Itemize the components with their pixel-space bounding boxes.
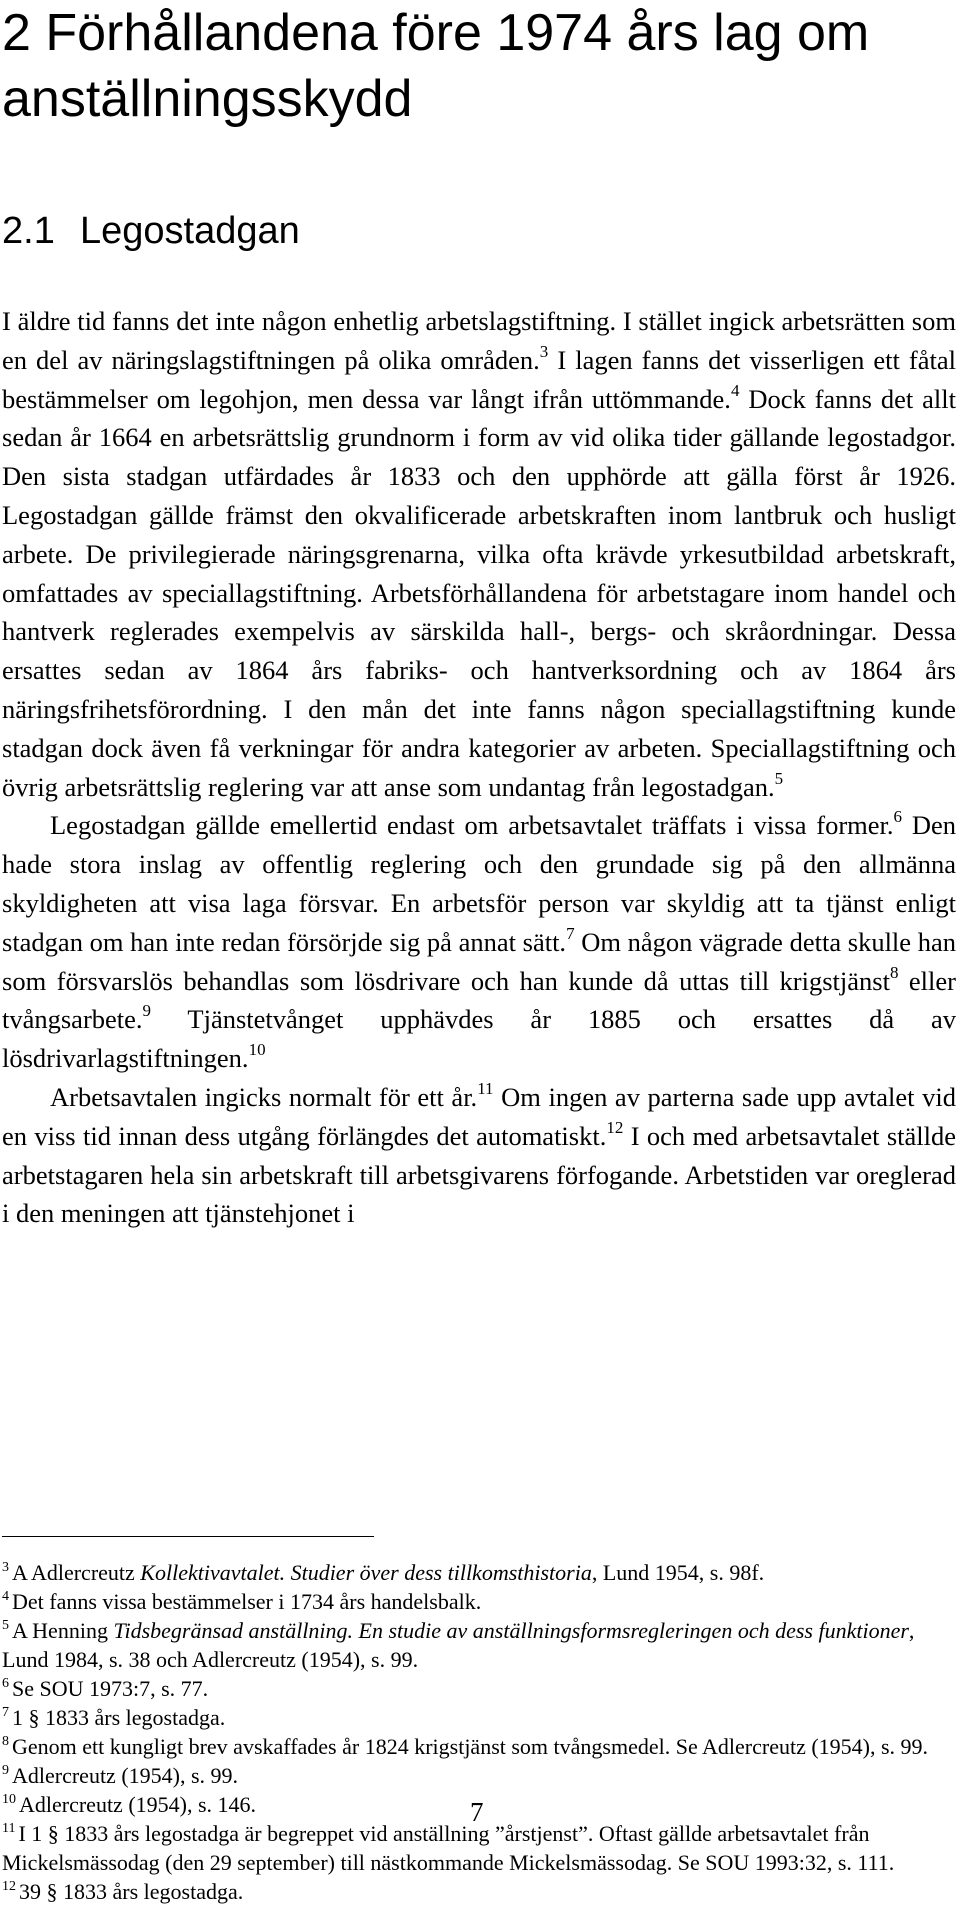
footnote-ref: 6 xyxy=(893,807,903,827)
text-run: 39 § 1833 års legostadga. xyxy=(19,1879,244,1904)
text-run: Arbetsavtalen ingicks normalt för ett år. xyxy=(50,1081,478,1112)
text-run: Se SOU 1973:7, s. 77. xyxy=(12,1676,209,1701)
paragraph xyxy=(2,302,956,806)
text-run: I lagen fanns det visserligen ett fåtal bestämmelser om legohjon, men dessa var långt ifrån uttömmande. xyxy=(2,344,956,414)
text-run: , Lund 1984, s. 38 och Adlercreutz (1954), s. 99. xyxy=(2,1618,915,1672)
text-run: Dock fanns det allt sedan år 1664 en arbetsrättslig grundnorm i form av vid olika tider gällande legostadgor. Den sista stadgan utfärdades år 1833 och den upphörde att gälla först år 1926. Legostadgan gällde främst den okvalificerade arbetskraften inom lantbruk och husligt arbete. De privilegierade näringsgrenarna, vilka ofta krävde yrkesutbildad arbetskraft, omfattades av speciallagstiftning. Arbetsförhållandena för arbetstagare inom handel och hantverk reglerades exempelvis av särskilda hall-, bergs- och skråordningar. Dessa ersattes sedan av 1864 års fabriks- och hantverksordning och av 1864 års näringsfrihetsförordning. I den mån det inte fanns någon speciallagstiftning kunde stadgan dock även få verkningar för andra kategorier av arbeten. Speciallagstiftning och övrig arbetsrättslig reglering var att anse som undantag från legostadgan. xyxy=(2,383,956,802)
text-run: 1 § 1833 års legostadga. xyxy=(12,1705,226,1730)
footnote-number: 6 xyxy=(2,1676,9,1691)
text-run: eller tvångsarbete. xyxy=(2,965,956,1035)
footnote-number: 11 xyxy=(2,1821,16,1836)
footnote-ref: 10 xyxy=(248,1040,266,1060)
text-run: Legostadgan gällde emellertid endast om arbetsavtalet träffats i vissa former. xyxy=(50,810,894,841)
footnote-ref: 9 xyxy=(142,1001,152,1021)
footnote xyxy=(2,1616,956,1674)
italic-text: Kollektivavtalet. Studier över dess tillkomsthistoria xyxy=(140,1560,592,1585)
text-run: Om någon vägrade detta skulle han som försvarslös behandlas som lösdrivare och han kunde då uttas till krigstjänst xyxy=(2,926,956,996)
footnote-number: 7 xyxy=(2,1705,9,1720)
footnote-number: 3 xyxy=(2,1560,9,1575)
footnote-number: 9 xyxy=(2,1763,9,1778)
italic-text: Tidsbegränsad anställning. En studie av anställningsformsregleringen och dess funktioner xyxy=(113,1618,909,1643)
text-run: Det fanns vissa bestämmelser i 1734 års handelsbalk. xyxy=(12,1589,482,1614)
text-run: A Henning xyxy=(12,1618,114,1643)
footnote xyxy=(2,1674,956,1703)
footnote xyxy=(2,1558,956,1587)
text-run: I äldre tid fanns det inte någon enhetlig arbetslagstiftning. I stället ingick arbetsrätten som en del av näringslagstiftningen på olika områden. xyxy=(2,306,956,375)
footnote-ref: 4 xyxy=(730,380,740,400)
text-run: I 1 § 1833 års legostadga är begreppet vid anställning ”årstjenst”. Oftast gällde arbetsavtalet från Mickelsmässodag (den 29 september) till nästkommande Mickelsmässodag. Se SOU 1993:32, s. 111. xyxy=(2,1821,895,1875)
footnote xyxy=(2,1587,956,1616)
footnote-ref: 3 xyxy=(539,341,549,361)
footnote-number: 8 xyxy=(2,1734,9,1749)
text-run: Tjänstetvånget upphävdes år 1885 och ersattes då av lösdrivarlagstiftningen. xyxy=(2,1004,956,1074)
section-title: Legostadgan xyxy=(80,210,300,252)
text-run: Adlercreutz (1954), s. 99. xyxy=(12,1763,239,1788)
section-heading xyxy=(2,208,300,254)
footnotes xyxy=(2,1558,956,1906)
footnote-ref: 5 xyxy=(774,768,784,788)
footnote xyxy=(2,1732,956,1761)
footnote-separator xyxy=(2,1536,374,1537)
text-run: , Lund 1954, s. 98f. xyxy=(591,1560,765,1585)
footnote-ref: 12 xyxy=(606,1117,624,1137)
footnote-ref: 7 xyxy=(566,923,575,943)
text-run: Adlercreutz (1954), s. 146. xyxy=(19,1792,257,1817)
chapter-heading: 2 Förhållandena före 1974 års lag om anställningsskydd xyxy=(2,4,870,128)
footnote xyxy=(2,1703,956,1732)
footnote-number: 10 xyxy=(2,1792,16,1807)
footnote xyxy=(2,1761,956,1790)
text-run: Den hade stora inslag av offentlig reglering och den grundade sig på den allmänna skyldigheten att visa laga försvar. En arbetsför person var skyldig att ta tjänst enligt stadgan om han inte redan försörjde sig på annat sätt. xyxy=(2,810,956,957)
text-run: Om ingen av parterna sade upp avtalet vid en viss tid innan dess utgång förlängdes det automatiskt. xyxy=(2,1081,956,1151)
text-run: I och med arbetsavtalet ställde arbetstagaren hela sin arbetskraft till arbetsgivarens förfogande. Arbetstiden var oreglerad i den meningen att tjänstehjonet i xyxy=(2,1120,956,1229)
text-run: Genom ett kungligt brev avskaffades år 1824 krigstjänst som tvångsmedel. Se Adlercreutz (1954), s. 99. xyxy=(12,1734,929,1759)
footnote-number: 4 xyxy=(2,1589,9,1604)
footnote-number: 5 xyxy=(2,1618,9,1633)
paragraph xyxy=(2,806,956,1078)
footnote-number: 12 xyxy=(2,1879,16,1894)
page-number: 7 xyxy=(470,1797,484,1827)
body-text xyxy=(2,302,956,1233)
footnote-ref: 8 xyxy=(889,962,899,982)
paragraph xyxy=(2,1078,956,1233)
footnote-ref: 11 xyxy=(477,1078,494,1098)
text-run: A Adlercreutz xyxy=(12,1560,141,1585)
section-number: 2.1 xyxy=(2,210,55,252)
footnote xyxy=(2,1877,956,1906)
